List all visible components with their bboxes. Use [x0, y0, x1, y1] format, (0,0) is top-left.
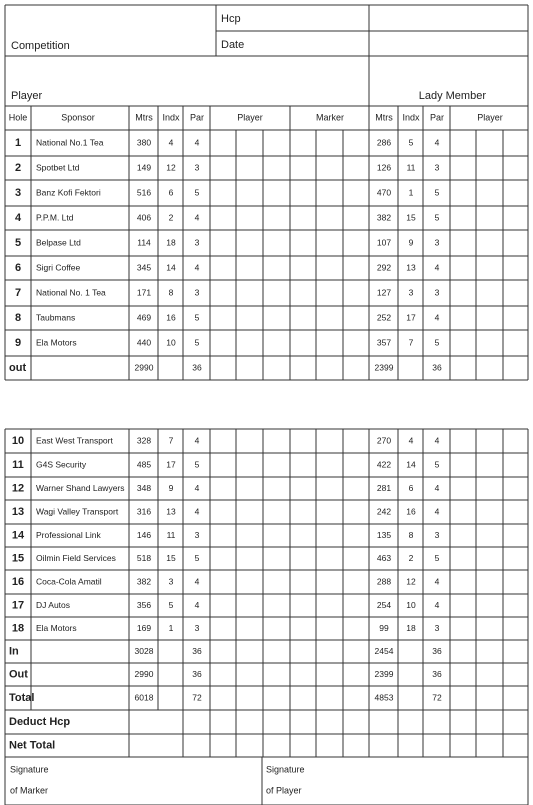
- lady-mtrs: 281: [376, 482, 392, 493]
- hole-mtrs: 356: [136, 599, 152, 610]
- hole-indx: 11: [166, 529, 176, 540]
- lady-mtrs: 270: [376, 435, 392, 446]
- hole-number: 5: [14, 236, 22, 249]
- col-header-sponsor: Sponsor: [61, 112, 95, 123]
- lady-mtrs: 286: [376, 137, 392, 148]
- net-total-label: Net Total: [9, 739, 56, 752]
- lady-indx: 11: [406, 162, 416, 173]
- lady-par: 4: [434, 137, 440, 148]
- hole-number: 17: [11, 599, 25, 612]
- lady-par: 5: [434, 552, 440, 563]
- hole-indx: 18: [166, 237, 176, 248]
- lady-par: 3: [434, 287, 440, 298]
- lady-par: 5: [434, 337, 440, 348]
- col-header-lady-par: Par: [429, 112, 445, 123]
- hole-mtrs: 114: [137, 237, 151, 248]
- hole-number: 16: [11, 575, 25, 588]
- sponsor-name: National No.1 Tea: [36, 137, 104, 148]
- hole-number: 8: [14, 311, 22, 324]
- hole-mtrs: 516: [136, 187, 152, 198]
- hole-par: 4: [194, 262, 200, 273]
- sponsor-name: Sigri Coffee: [36, 262, 81, 273]
- col-header-mtrs: Mtrs: [135, 112, 153, 123]
- hole-number: 4: [14, 211, 22, 224]
- grid-lines: [5, 5, 528, 805]
- sponsor-name: Spotbet Ltd: [36, 162, 80, 173]
- lady-mtrs: 382: [376, 212, 392, 223]
- lady-mtrs: 126: [376, 162, 392, 173]
- lady-par: 4: [434, 482, 440, 493]
- sponsor-name: Belpase Ltd: [36, 237, 81, 248]
- lady-indx: 10: [406, 599, 416, 610]
- hole-number: 7: [14, 286, 22, 299]
- lady-mtrs: 99: [379, 622, 389, 633]
- hole-par: 5: [194, 337, 200, 348]
- hole-number: 2: [14, 161, 22, 174]
- hole-indx: 15: [166, 552, 176, 563]
- hole-indx: 10: [166, 337, 176, 348]
- competition-label: Competition: [11, 39, 70, 52]
- hole-indx: 7: [168, 435, 174, 446]
- lady-indx: 17: [406, 312, 416, 323]
- sponsor-name: Professional Link: [36, 529, 101, 540]
- hole-mtrs: 485: [136, 459, 152, 470]
- hole-indx: 5: [168, 599, 174, 610]
- hole-indx: 13: [166, 506, 176, 517]
- lady-mtrs: 357: [376, 337, 392, 348]
- hole-mtrs: 380: [136, 137, 152, 148]
- col-header-player: Player: [237, 112, 263, 123]
- lady-indx: 1: [408, 187, 414, 198]
- sponsor-name: P.P.M. Ltd: [36, 212, 74, 223]
- hole-indx: 4: [168, 137, 174, 148]
- lady-par: 4: [434, 435, 440, 446]
- hole-indx: 16: [166, 312, 176, 323]
- col-header-hole: Hole: [8, 112, 28, 123]
- hole-par: 5: [194, 312, 200, 323]
- lady-mtrs: 470: [376, 187, 392, 198]
- hole-par: 4: [194, 599, 200, 610]
- out-lady-par: 36: [432, 362, 442, 373]
- sponsor-name: Banz Kofi Fektori: [36, 187, 101, 198]
- out-label: out: [9, 361, 27, 374]
- hole-indx: 1: [168, 622, 174, 633]
- lady-indx: 13: [406, 262, 416, 273]
- lady-mtrs: 252: [376, 312, 392, 323]
- lady-indx: 16: [406, 506, 416, 517]
- hole-par: 4: [194, 137, 200, 148]
- hole-mtrs: 171: [136, 287, 152, 298]
- sponsor-name: Warner Shand Lawyers: [36, 482, 125, 493]
- sponsor-name: East West Transport: [36, 435, 113, 446]
- lady-mtrs: 242: [376, 506, 392, 517]
- hole-mtrs: 440: [136, 337, 152, 348]
- hole-par: 3: [194, 622, 200, 633]
- lady-member-label: Lady Member: [418, 89, 486, 102]
- total-par: 36: [192, 668, 202, 679]
- total-par: 72: [192, 692, 202, 703]
- total-label: Total: [9, 691, 35, 704]
- col-header-lady-indx: Indx: [402, 112, 420, 123]
- lady-par: 4: [434, 262, 440, 273]
- lady-indx: 9: [408, 237, 414, 248]
- hole-mtrs: 348: [136, 482, 152, 493]
- total-mtrs: 3028: [134, 645, 154, 656]
- hole-mtrs: 382: [136, 576, 152, 587]
- sponsor-name: Wagi Valley Transport: [36, 506, 119, 517]
- hole-number: 9: [14, 336, 22, 349]
- hole-indx: 6: [168, 187, 174, 198]
- lady-par: 4: [434, 312, 440, 323]
- hole-number: 6: [14, 261, 22, 274]
- hole-number: 11: [12, 458, 24, 471]
- lady-par: 3: [434, 622, 440, 633]
- hole-indx: 14: [166, 262, 176, 273]
- hole-mtrs: 149: [136, 162, 152, 173]
- total-mtrs: 2990: [134, 668, 154, 679]
- lady-par: 3: [434, 529, 440, 540]
- total-lady-par: 36: [432, 645, 442, 656]
- hole-par: 4: [194, 482, 200, 493]
- lady-par: 4: [434, 599, 440, 610]
- hole-par: 3: [194, 162, 200, 173]
- lady-mtrs: 107: [376, 237, 392, 248]
- lady-par: 3: [434, 162, 440, 173]
- lady-mtrs: 127: [376, 287, 392, 298]
- hole-mtrs: 518: [136, 552, 152, 563]
- col-header-lady-player: Player: [477, 112, 503, 123]
- lady-indx: 7: [408, 337, 414, 348]
- total-par: 36: [192, 645, 202, 656]
- lady-par: 5: [434, 459, 440, 470]
- hole-indx: 3: [168, 576, 174, 587]
- sponsor-name: Coca-Cola Amatil: [36, 576, 102, 587]
- hole-number: 12: [11, 482, 25, 495]
- total-lady-mtrs: 2454: [374, 645, 394, 656]
- out-lady-mtrs: 2399: [374, 362, 394, 373]
- hole-number: 10: [11, 434, 25, 447]
- hcp-label: Hcp: [221, 12, 241, 25]
- lady-par: 3: [434, 237, 440, 248]
- total-lady-mtrs: 2399: [374, 668, 394, 679]
- lady-indx: 4: [408, 435, 414, 446]
- signature-marker-label: of Marker: [10, 785, 49, 796]
- hole-mtrs: 169: [136, 622, 152, 633]
- lady-indx: 3: [408, 287, 414, 298]
- sponsor-name: Ela Motors: [36, 622, 77, 633]
- hole-number: 15: [11, 552, 25, 565]
- hole-par: 4: [194, 212, 200, 223]
- hole-par: 5: [194, 187, 200, 198]
- date-label: Date: [221, 38, 245, 51]
- signature-player-label: of Player: [266, 785, 302, 796]
- signature-player-label: Signature: [266, 764, 305, 775]
- total-label: In: [9, 645, 19, 658]
- lady-indx: 14: [406, 459, 416, 470]
- hole-par: 4: [194, 576, 200, 587]
- sponsor-name: G4S Security: [36, 459, 87, 470]
- total-lady-mtrs: 4853: [374, 692, 394, 703]
- hole-indx: 12: [166, 162, 176, 173]
- hole-mtrs: 146: [136, 529, 152, 540]
- lady-par: 4: [434, 576, 440, 587]
- sponsor-name: Taubmans: [36, 312, 76, 323]
- hole-number: 14: [11, 529, 25, 542]
- signature-marker-label: Signature: [10, 764, 49, 775]
- total-lady-par: 72: [432, 692, 442, 703]
- hole-indx: 9: [168, 482, 174, 493]
- hole-mtrs: 406: [136, 212, 152, 223]
- hole-par: 5: [194, 459, 200, 470]
- lady-mtrs: 422: [376, 459, 392, 470]
- lady-mtrs: 292: [376, 262, 392, 273]
- hole-par: 3: [194, 529, 200, 540]
- lady-par: 5: [434, 212, 440, 223]
- hole-par: 3: [194, 237, 200, 248]
- player-label: Player: [11, 89, 43, 102]
- col-header-par: Par: [189, 112, 205, 123]
- lady-indx: 5: [408, 137, 414, 148]
- hole-par: 5: [194, 552, 200, 563]
- hole-number: 3: [14, 186, 22, 199]
- lady-indx: 6: [408, 482, 414, 493]
- hole-number: 18: [11, 622, 25, 635]
- lady-par: 4: [434, 506, 440, 517]
- hole-number: 1: [14, 136, 22, 149]
- col-header-lady-mtrs: Mtrs: [375, 112, 393, 123]
- lady-indx: 12: [406, 576, 416, 587]
- hole-indx: 8: [168, 287, 174, 298]
- hole-indx: 17: [166, 459, 176, 470]
- total-lady-par: 36: [432, 668, 442, 679]
- total-label: Out: [9, 668, 28, 681]
- lady-mtrs: 254: [376, 599, 392, 610]
- hole-mtrs: 345: [136, 262, 152, 273]
- hole-mtrs: 316: [136, 506, 152, 517]
- lady-par: 5: [434, 187, 440, 198]
- sponsor-name: DJ Autos: [36, 599, 71, 610]
- lady-mtrs: 288: [376, 576, 392, 587]
- hole-mtrs: 469: [136, 312, 152, 323]
- total-mtrs: 6018: [134, 692, 154, 703]
- hole-mtrs: 328: [136, 435, 152, 446]
- lady-indx: 8: [408, 529, 414, 540]
- lady-indx: 18: [406, 622, 416, 633]
- col-header-marker: Marker: [315, 112, 345, 123]
- lady-indx: 15: [406, 212, 416, 223]
- col-header-indx: Indx: [162, 112, 180, 123]
- sponsor-name: Oilmin Field Services: [36, 552, 116, 563]
- out-mtrs: 2990: [134, 362, 154, 373]
- lady-mtrs: 135: [376, 529, 392, 540]
- lady-mtrs: 463: [376, 552, 392, 563]
- sponsor-name: National No. 1 Tea: [36, 287, 106, 298]
- sponsor-name: Ela Motors: [36, 337, 77, 348]
- hole-par: 3: [194, 287, 200, 298]
- hole-par: 4: [194, 506, 200, 517]
- hole-indx: 2: [168, 212, 174, 223]
- deduct-hcp-label: Deduct Hcp: [9, 715, 71, 728]
- hole-number: 13: [11, 505, 25, 518]
- out-par: 36: [192, 362, 202, 373]
- lady-indx: 2: [408, 552, 414, 563]
- hole-par: 4: [194, 435, 200, 446]
